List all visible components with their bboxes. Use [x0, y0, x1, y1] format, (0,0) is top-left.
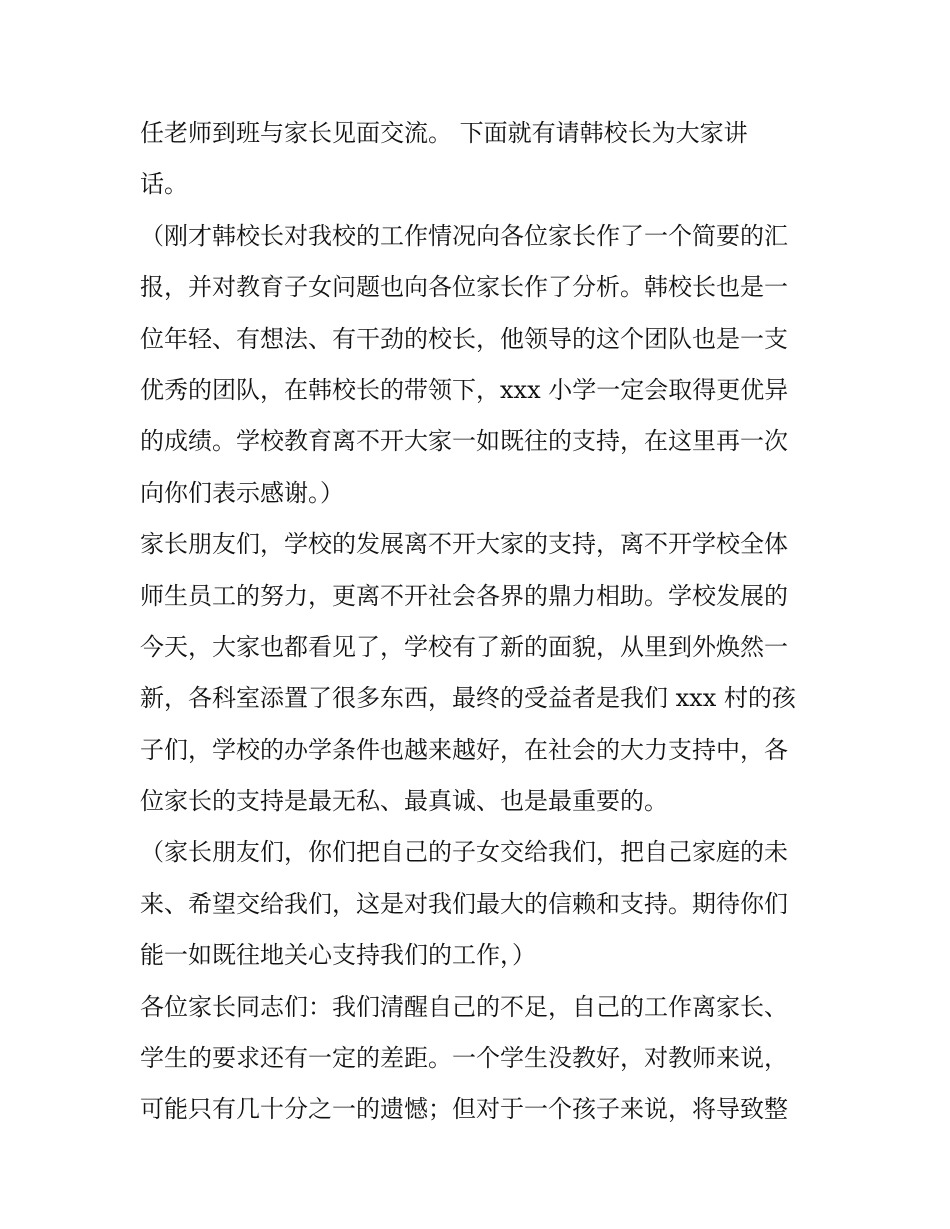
- text-line: 报，并对教育子女问题也向各位家长作了分析。韩校长也是一: [140, 273, 788, 302]
- text-line: 可能只有几十分之一的遗憾；但对于一个孩子来说，将导致整: [140, 1095, 788, 1124]
- text-line: 家长朋友们，学校的发展离不开大家的支持，离不开学校全体: [140, 530, 788, 559]
- text-line: （刚才韩校长对我校的工作情况向各位家长作了一个简要的汇: [140, 221, 788, 250]
- text-line: 来、希望交给我们，这是对我们最大的信赖和支持。期待你们: [140, 889, 788, 918]
- text-line: （家长朋友们，你们把自己的子女交给我们，把自己家庭的未: [140, 838, 788, 867]
- text-line: 向你们表示感谢。）: [140, 478, 344, 507]
- text-line: 新，各科室添置了很多东西，最终的受益者是我们 xxx 村的孩: [140, 684, 796, 713]
- document-body: [140, 108, 820, 1136]
- text-line: 任老师到班与家长见面交流。 下面就有请韩校长为大家讲: [140, 119, 748, 147]
- text-line: 位家长的支持是最无私、最真诚、也是最重要的。: [140, 787, 668, 816]
- text-line: 学生的要求还有一定的差距。一个学生没教好，对教师来说，: [140, 1044, 788, 1073]
- text-line: 各位家长同志们：我们清醒自己的不足，自己的工作离家长、: [140, 992, 788, 1021]
- text-line: 能一如既往地关心支持我们的工作，）: [140, 941, 536, 970]
- text-line: 子们，学校的办学条件也越来越好，在社会的大力支持中，各: [140, 735, 788, 764]
- text-line: 话。: [140, 170, 188, 199]
- text-line: 师生员工的努力，更离不开社会各界的鼎力相助。学校发展的: [140, 581, 788, 610]
- text-line: 位年轻、有想法、有干劲的校长，他领导的这个团队也是一支: [140, 324, 788, 353]
- text-line: 优秀的团队，在韩校长的带领下，xxx 小学一定会取得更优异: [140, 375, 789, 404]
- text-line: 今天，大家也都看见了，学校有了新的面貌，从里到外焕然一: [140, 632, 788, 661]
- text-line: 的成绩。学校教育离不开大家一如既往的支持，在这里再一次: [140, 427, 788, 456]
